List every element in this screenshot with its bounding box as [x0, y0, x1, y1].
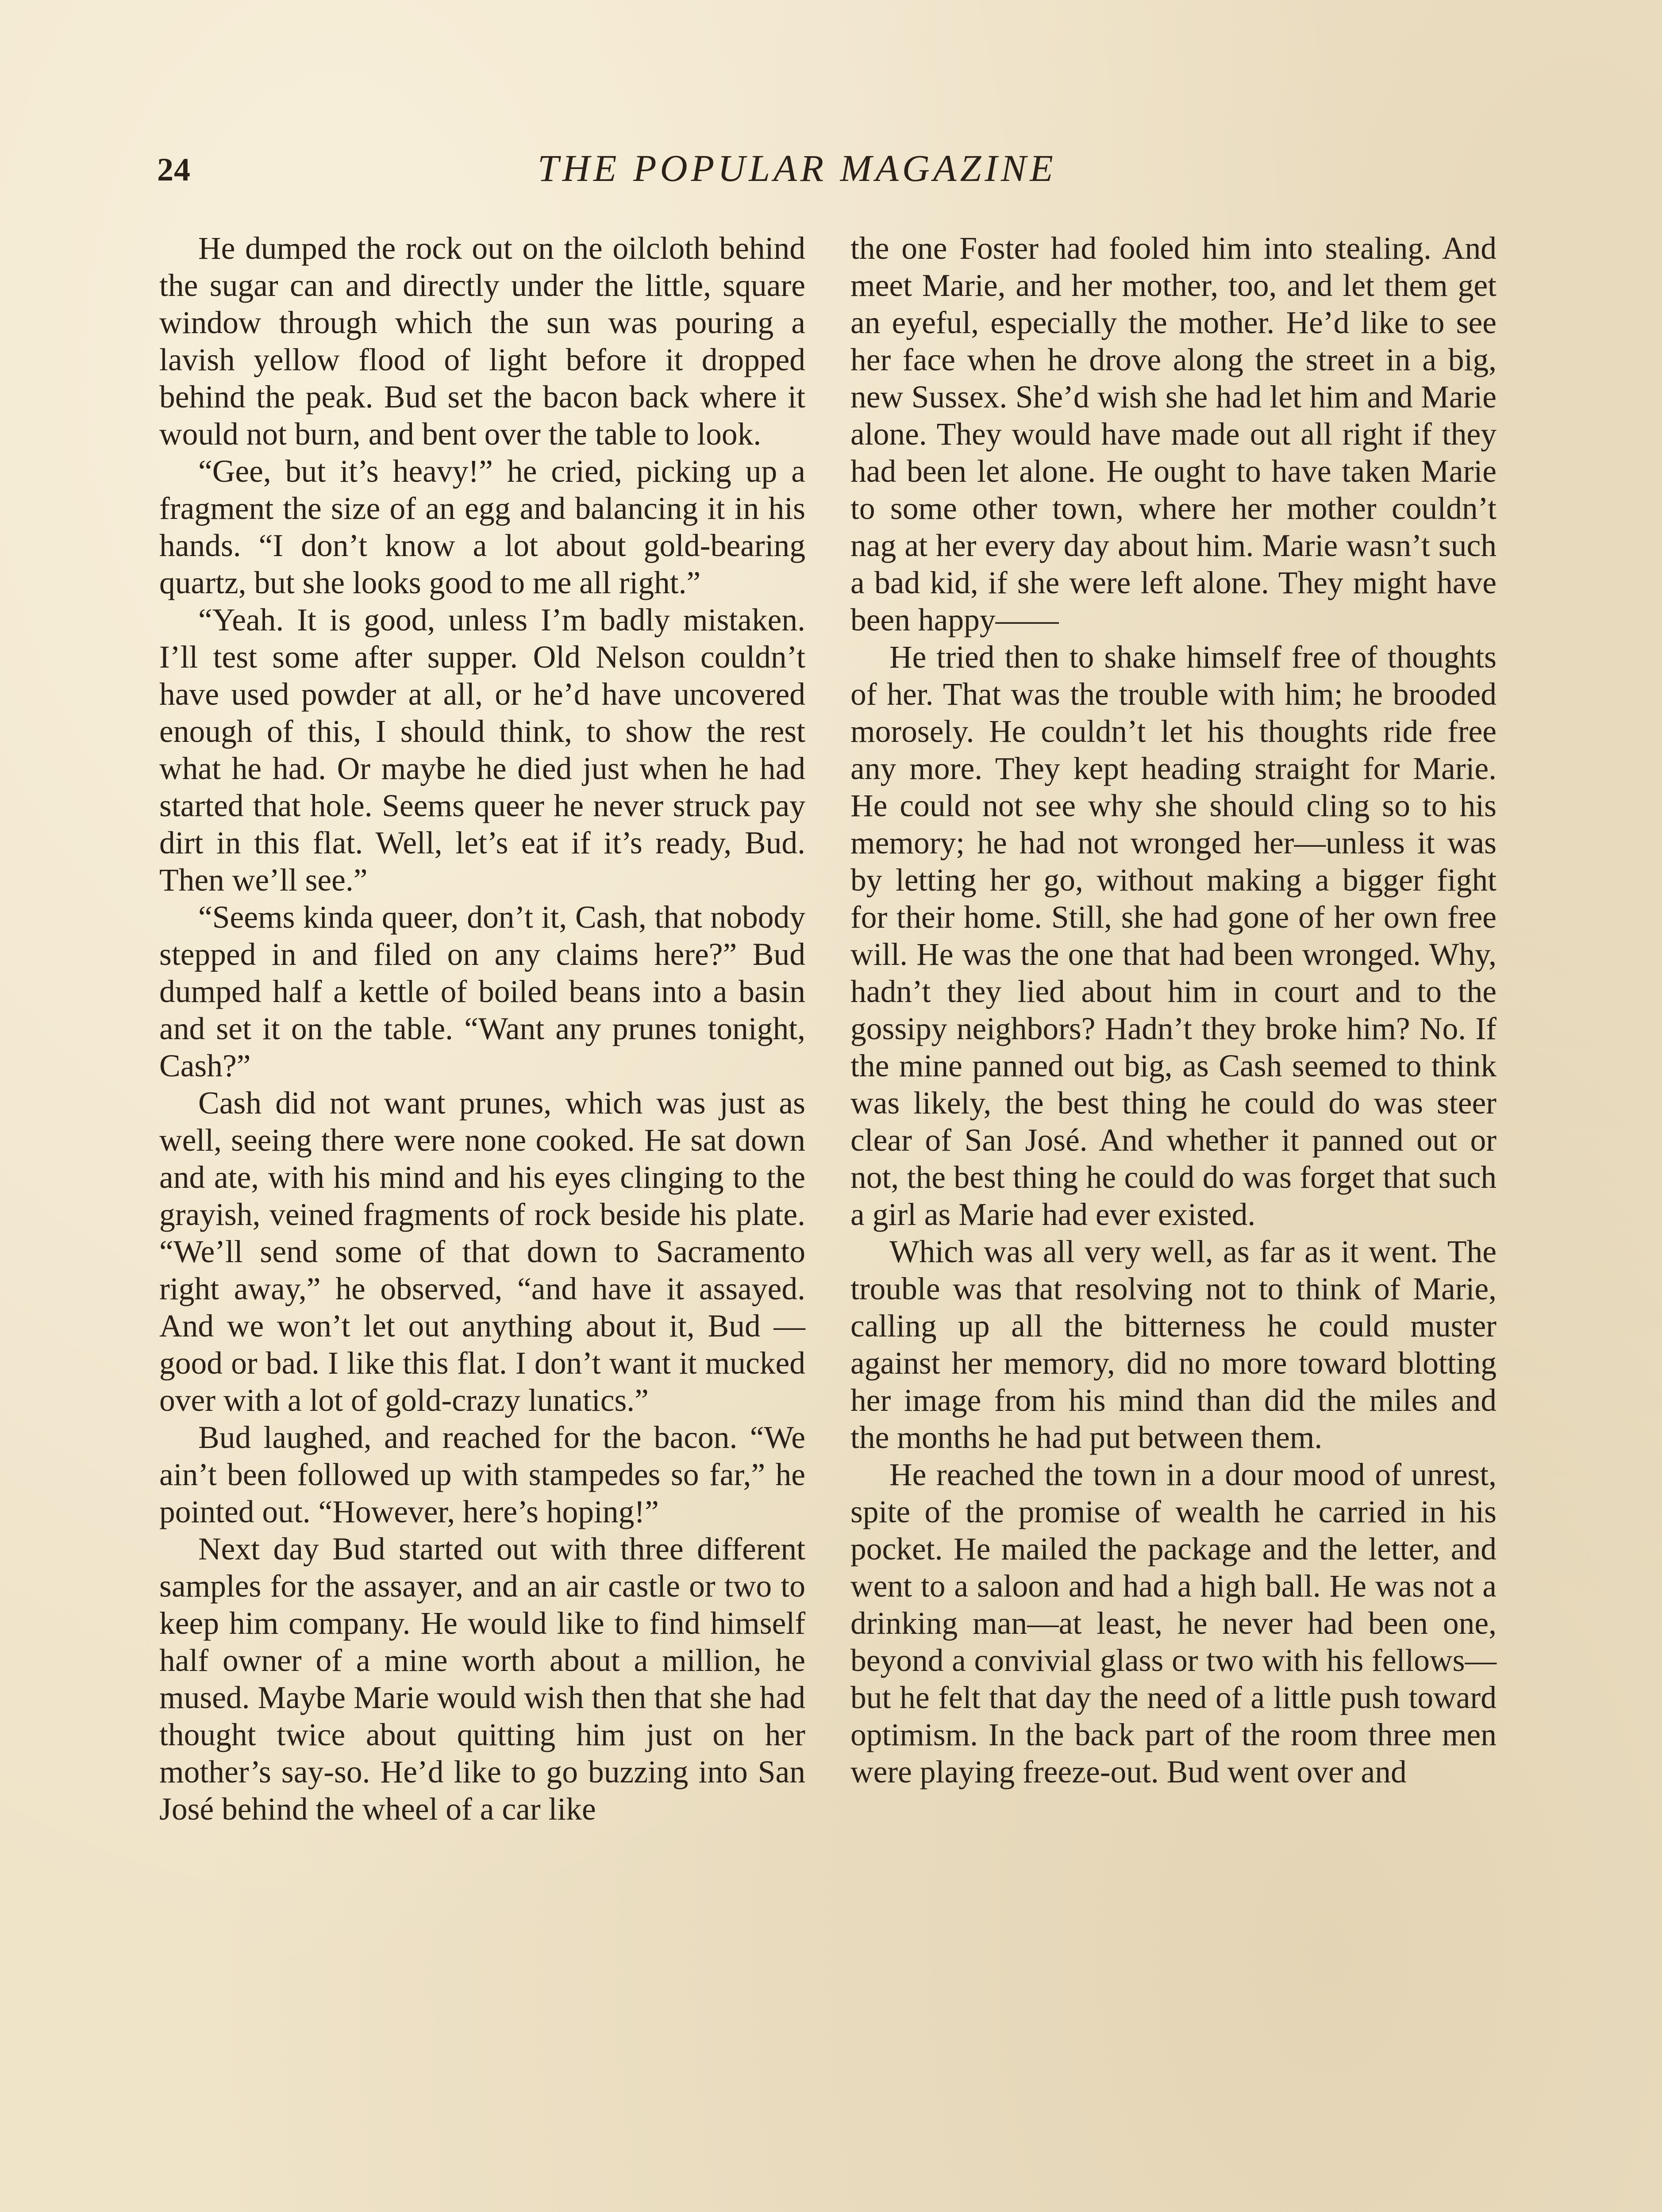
paragraph: Bud laughed, and reached for the bacon. “We ain’t been followed up with stampedes so far,” he pointed out. “However, here’s hoping!” [159, 1420, 805, 1529]
left-column [159, 230, 805, 1828]
paragraph: Cash did not want prunes, which was just as well, seeing there were none cooked. He sat down and ate, with his mind and his eyes clinging to the grayish, veined fragments of rock beside his plate. “We’ll send some of that down to Sacramento right away,” he observed, “and have it assayed. And we won’t let out anything about it, Bud —good or bad. I like this flat. I don’t want it mucked over with a lot of gold-crazy lunatics.” [159, 1086, 805, 1418]
running-title: THE POPULAR MAGAZINE [538, 147, 1057, 189]
paragraph: He reached the town in a dour mood of unrest, spite of the promise of wealth he carried in his pocket. He mailed the package and the letter, and went to a saloon and had a high ball. He was not a drinking man—at least, he never had been one, beyond a convivial glass or two with his fellows—but he felt that day the need of a little push toward optimism. In the back part of the room three men were playing freeze-out. Bud went over and [850, 1457, 1497, 1790]
paragraph: “Yeah. It is good, unless I’m badly mistaken. I’ll test some after supper. Old Nelson couldn’t have used powder at all, or he’d have uncovered enough of this, I should think, to show the rest what he had. Or maybe he died just when he had started that hole. Seems queer he never struck pay dirt in this flat. Well, let’s eat if it’s ready, Bud. Then we’ll see.” [159, 603, 805, 898]
paragraph: Next day Bud started out with three different samples for the assayer, and an air castle or two to keep him company. He would like to find himself half owner of a mine worth about a million, he mused. Maybe Marie would wish then that she had thought twice about quitting him just on her mother’s say-so. He’d like to go buzzing into San José behind the wheel of a car like [159, 1532, 805, 1827]
page-header [157, 146, 1511, 204]
paragraph: He tried then to shake himself free of thoughts of her. That was the trouble with him; he brooded morosely. He couldn’t let his thoughts ride free any more. They kept heading straight for Marie. He could not see why she should cling so to his memory; he had not wronged her—unless it was by letting her go, without making a bigger fight for their home. Still, she had gone of her own free will. He was the one that had been wronged. Why, hadn’t they lied about him in court and to the gossipy neighbors? Hadn’t they broke him? No. If the mine panned out big, as Cash seemed to think was likely, the best thing he could do was steer clear of San José. And whether it panned out or not, the best thing he could do was forget that such a girl as Marie had ever existed. [850, 640, 1497, 1232]
page-number: 24 [157, 152, 191, 188]
paragraph: Which was all very well, as far as it went. The trouble was that resolving not to think of Marie, calling up all the bitterness he could muster against her memory, did no more toward blotting her image from his mind than did the miles and the months he had put between them. [850, 1234, 1497, 1455]
paragraph: He dumped the rock out on the oilcloth behind the sugar can and directly under the little, square window through which the sun was pouring a lavish yellow flood of light before it dropped behind the peak. Bud set the bacon back where it would not burn, and bent over the table to look. [159, 231, 805, 452]
paragraph: “Seems kinda queer, don’t it, Cash, that nobody stepped in and filed on any claims here?” Bud dumped half a kettle of boiled beans into a basin and set it on the table. “Want any prunes tonight, Cash?” [159, 900, 805, 1083]
paragraph-continued: the one Foster had fooled him into stealing. And meet Marie, and her mother, too, and let them get an eyeful, especially the mother. He’d like to see her face when he drove along the street in a big, new Sussex. She’d wish she had let him and Marie alone. They would have made out all right if they had been let alone. He ought to have taken Marie to some other town, where her mother couldn’t nag at her every day about him. Marie wasn’t such a bad kid, if she were left alone. They might have been happy—— [850, 231, 1497, 637]
right-column [850, 230, 1497, 1791]
paragraph: “Gee, but it’s heavy!” he cried, picking up a fragment the size of an egg and balancing it in his hands. “I don’t know a lot about gold-bearing quartz, but she looks good to me all right.” [159, 454, 805, 600]
